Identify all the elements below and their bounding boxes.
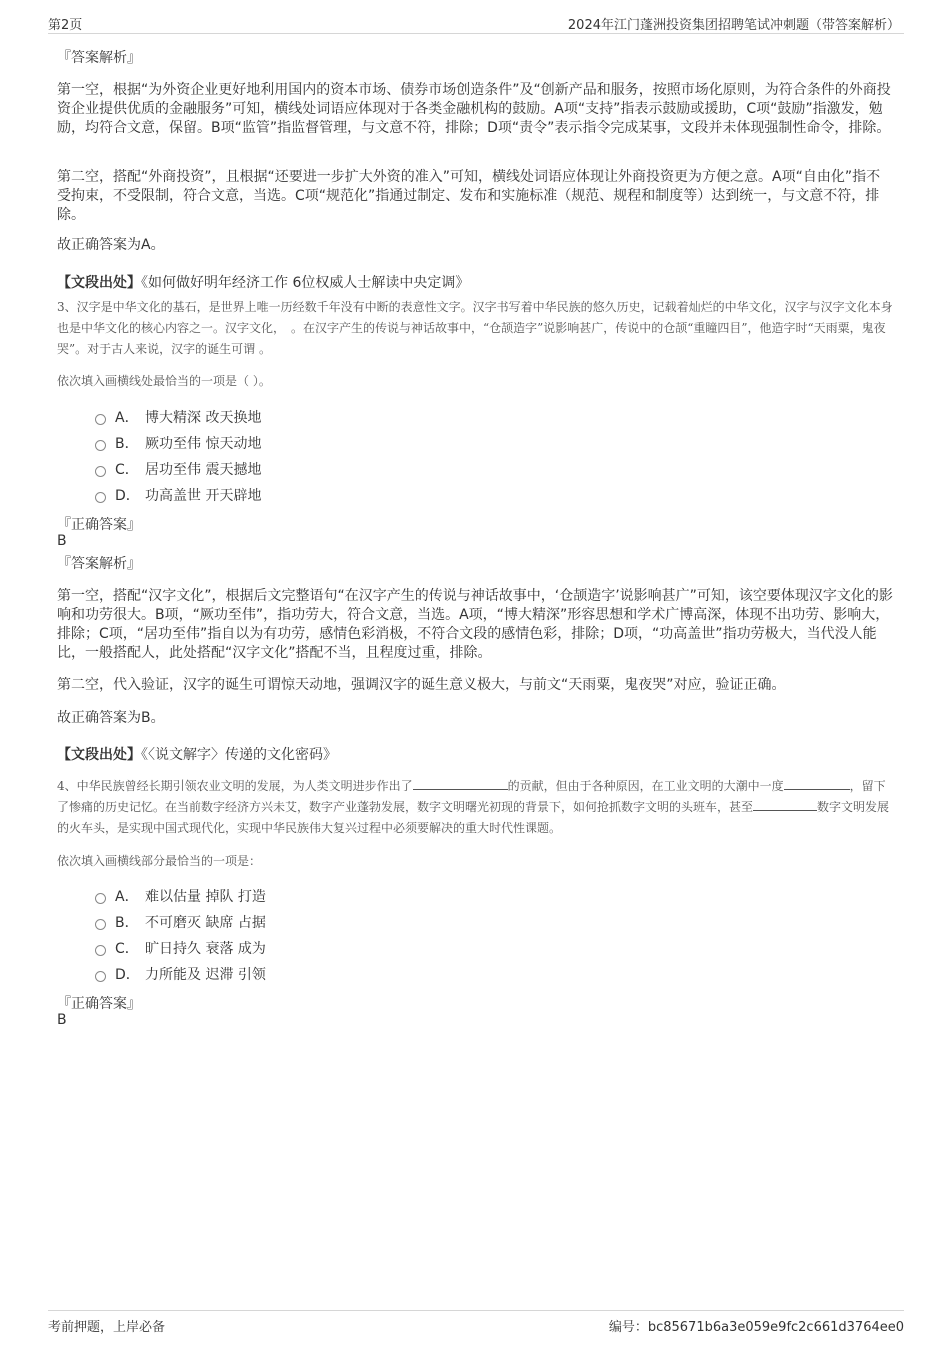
option-letter: C． [115, 462, 139, 478]
question-text-part: 的贡献，但由于各种原因，在工业文明的大潮中一度 [507, 779, 784, 793]
question-prompt: 依次填入画横线部分最恰当的一项是： [57, 854, 262, 868]
analysis-paragraph: 第一空，搭配“汉字文化”，根据后文完整语句“在汉字产生的传说与神话故事中，‘仓颉造字’说影响甚广”可知，该空要体现汉字文化的影响和功劳很大。B项，“厥功至伟”，指功劳大，符合文意，当选。A项，“博大精深”形容思想和学术广博高深，体现不出功劳、影响大，排除；C项，“居功至伟”指自以为有功劳，感情色彩消极，不符合文段的感情色彩，排除；D项，“功高盖世”指功劳极大，当代没人能比，一般搭配人，此处搭配“汉字文化”搭配不当，且程度过重，排除。 [57, 588, 893, 661]
option-letter: B． [115, 915, 139, 931]
fill-blank [413, 777, 508, 790]
option-a[interactable] [95, 885, 266, 907]
source-citation [57, 744, 893, 764]
analysis-tag: 『答案解析』 [57, 50, 141, 66]
option-text: 不可磨灭 缺席 占据 [145, 915, 266, 931]
analysis-tag: 『答案解析』 [57, 556, 141, 572]
correct-answer-tag: 『正确答案』 [57, 517, 141, 533]
option-letter: D． [115, 488, 140, 504]
option-letter: B． [115, 436, 139, 452]
analysis-paragraph: 第二空，搭配“外商投资”，且根据“还要进一步扩大外资的准入”可知，横线处词语应体现让外商投资更为方便之意。A项“自由化”指不受拘束，不受限制，符合文意，当选。C项“规范化”指通过制定、发布和实施标准（规范、规程和制度等）达到统一，与文意不符，排除。 [57, 169, 881, 223]
radio-button[interactable] [95, 414, 106, 425]
option-b[interactable] [95, 432, 261, 454]
option-c[interactable] [95, 458, 261, 480]
correct-answer: B [57, 533, 67, 549]
source-title: 《如何做好明年经济工作 6位权威人士解读中央定调》 [141, 275, 470, 291]
document-title: 2024年江门蓬洲投资集团招聘笔试冲刺题（带答案解析） [567, 18, 900, 33]
analysis-paragraph: 第一空，根据“为外资企业更好地利用国内的资本市场、债券市场创造条件”及“创新产品和服务，按照市场化原则，为符合条件的外商投资企业提供优质的金融服务”可知，横线处词语应体现对于各类金融机构的鼓励。A项“支持”指表示鼓励或援助，C项“鼓励”指激发，勉励，均符合文意，保留。B项“监管”指监督管理，与文意不符，排除；D项“责令”表示指令完成某事，文段并未体现强制性命令，排除。 [57, 82, 891, 136]
radio-button[interactable] [95, 492, 106, 503]
question-text-part: 数字文明发展的火车头，是实现中国式现代化，实现中华民族伟大复兴过程中必须要解决的重大时代性课题。 [57, 800, 890, 835]
question-text-part: 4、中华民族曾经长期引领农业文明的发展，为人类文明进步作出了 [57, 779, 413, 793]
correct-answer-tag: 『正确答案』 [57, 996, 141, 1012]
question-prompt: 依次填入画横线处最恰当的一项是（ ）。 [57, 374, 271, 388]
option-text: 力所能及 迟滞 引领 [145, 967, 266, 983]
option-text: 厥功至伟 惊天动地 [145, 436, 262, 452]
option-c[interactable] [95, 937, 266, 959]
option-letter: C． [115, 941, 139, 957]
analysis-conclusion: 故正确答案为B。 [57, 710, 165, 726]
option-text: 旷日持久 衰落 成为 [145, 941, 266, 957]
option-d[interactable] [95, 963, 266, 985]
radio-button[interactable] [95, 945, 106, 956]
page-number: 第2页 [48, 18, 83, 33]
option-text: 居功至伟 震天撼地 [145, 462, 262, 478]
correct-answer: B [57, 1012, 67, 1028]
source-label: 【文段出处】 [57, 275, 141, 291]
option-a[interactable] [95, 406, 261, 428]
radio-button[interactable] [95, 893, 106, 904]
footer-slogan: 考前押题，上岸必备 [48, 1320, 166, 1335]
document-code: 编号：bc85671b6a3e059e9fc2c661d3764ee0 [608, 1320, 904, 1335]
page-footer [48, 1310, 904, 1336]
radio-button[interactable] [95, 440, 106, 451]
option-letter: A． [115, 410, 139, 426]
fill-blank [784, 777, 850, 790]
analysis-conclusion: 故正确答案为A。 [57, 237, 165, 253]
page-header [48, 10, 904, 34]
fill-blank [753, 798, 817, 811]
radio-button[interactable] [95, 466, 106, 477]
question-text-part: ，留下了惨痛的历史记忆。在当前数字经济方兴未艾，数字产业蓬勃发展，数字文明曙光初现的背景下，如何抢抓数字文明的头班车，甚至 [57, 779, 886, 814]
source-label: 【文段出处】 [57, 747, 141, 763]
radio-button[interactable] [95, 971, 106, 982]
question-text [57, 776, 897, 839]
option-letter: D． [115, 967, 140, 983]
source-title: 《〈说文解字〉传递的文化密码》 [141, 747, 337, 763]
option-text: 难以估量 掉队 打造 [145, 889, 266, 905]
source-citation [57, 272, 893, 292]
option-d[interactable] [95, 484, 261, 506]
option-b[interactable] [95, 911, 266, 933]
radio-button[interactable] [95, 919, 106, 930]
analysis-paragraph: 第二空，代入验证，汉字的诞生可谓惊天动地，强调汉字的诞生意义极大，与前文“天雨粟，鬼夜哭”对应，验证正确。 [57, 677, 786, 693]
option-letter: A． [115, 889, 139, 905]
question-text: 3、汉字是中华文化的基石，是世界上唯一历经数千年没有中断的表意性文字。汉字书写着中华民族的悠久历史，记载着灿烂的中华文化，汉字与汉字文化本身也是中华文化的核心内容之一。汉字文化， 。在汉字产生的传说与神话故事中，“仓颉造字”说影响甚广，传说中的仓颉“重瞳四目”，他造字时“天雨粟，鬼夜哭”。对于古人来说，汉字的诞生可谓 。 [57, 300, 893, 356]
option-text: 功高盖世 开天辟地 [145, 488, 262, 504]
option-text: 博大精深 改天换地 [145, 410, 262, 426]
